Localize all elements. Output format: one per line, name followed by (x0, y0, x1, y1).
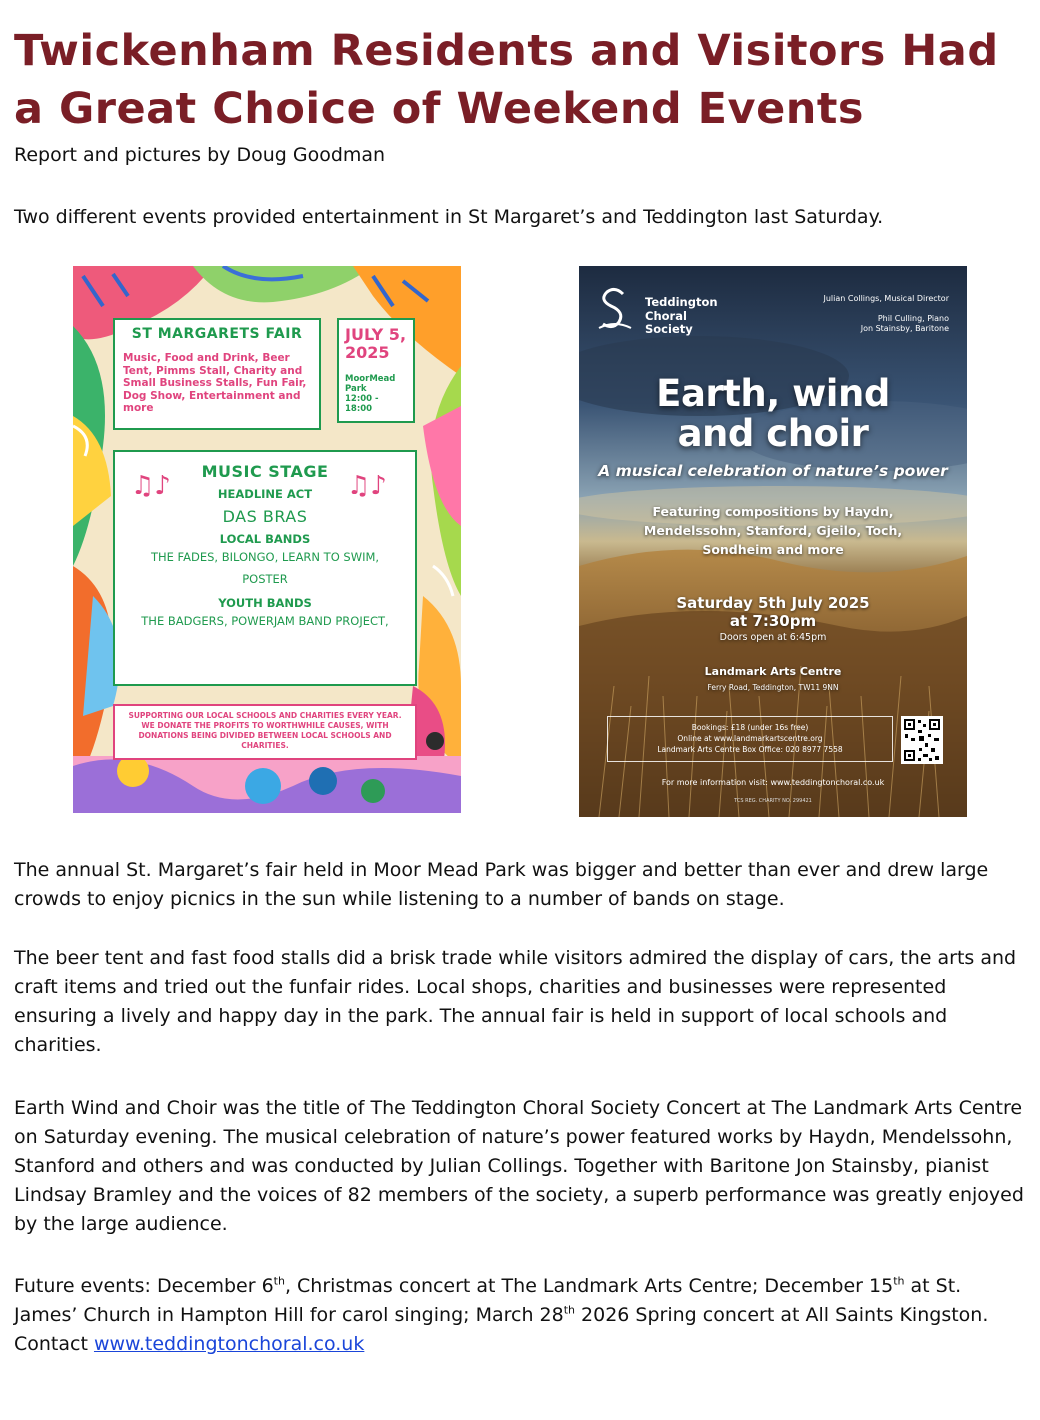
performer-credits (769, 294, 949, 334)
bookings-price: Bookings: £18 (under 16s free) (691, 723, 809, 732)
bookings-online: Online at www.landmarkartscentre.org (677, 734, 823, 743)
concert-subtitle: A musical celebration of nature’s power (598, 462, 948, 480)
pianist: Phil Culling, Piano (877, 314, 949, 323)
local-bands-label: LOCAL BANDS (219, 532, 311, 546)
choral-society-logo-icon (595, 286, 635, 332)
venue-address: Ferry Road, Teddington, TW11 9NN (707, 683, 839, 692)
more-info: For more information visit: www.teddingtonchoral.co.uk (661, 778, 885, 787)
fair-title: ST MARGARETS FAIR (131, 326, 303, 342)
headline-act: DAS BRAS (222, 507, 308, 526)
article-paragraph-stalls: The beer tent and fast food stalls did a brisk trade while visitors admired the display of cars, the arts and craft items and tried out the funfair rides. Local shops, charities and businesses were represented ensuring a lively and happy day in the park. The annual fair is held in support of local schools and charities. (14, 947, 1017, 1056)
bookings-box-office: Landmark Arts Centre Box Office: 020 8977 7558 (657, 745, 843, 754)
fair-time: 12:00 - 18:00 (345, 394, 379, 414)
concert-venue: Landmark Arts Centre (704, 665, 842, 678)
article-future-events: Future events: December 6th, Christmas concert at The Landmark Arts Centre; December 15th at St. James’ Church in Hampton Hill for carol singing; March 28th 2026 Spring concert at All Saints Kingston. Contact www.teddingtonchoral.co.uk (14, 1274, 989, 1355)
youth-bands: THE BADGERS, POWERJAM BAND PROJECT, (141, 614, 389, 628)
choral-society-name: Teddington Choral Society (645, 295, 718, 336)
article-title: Twickenham Residents and Visitors Had a Great Choice of Weekend Events (14, 26, 999, 134)
music-stage-title: MUSIC STAGE (201, 462, 329, 481)
charity-number: TCS REG. CHARITY NO. 299421 (734, 798, 812, 804)
article-intro: Two different events provided entertainment in St Margaret’s and Teddington last Saturday. (14, 206, 884, 228)
local-bands: THE FADES, BILONGO, LEARN TO SWIM, POSTER (150, 550, 380, 586)
headline-label: HEADLINE ACT (217, 487, 313, 501)
article-paragraph-fair: The annual St. Margaret’s fair held in Moor Mead Park was bigger and better than ever and drew large crowds to enjoy picnics in the sun while listening to a number of bands on stage. (14, 859, 989, 910)
fair-date: JULY 5, 2025 (345, 325, 407, 362)
fair-date-box (337, 318, 415, 423)
teddington-choral-link[interactable]: www.teddingtonchoral.co.uk (93, 1333, 365, 1355)
article-byline: Report and pictures by Doug Goodman (14, 144, 386, 166)
fair-description: Music, Food and Drink, Beer Tent, Pimms Stall, Charity and Small Business Stalls, Fun Fair, Dog Show, Entertainment and more (123, 352, 307, 414)
concert-featuring: Featuring compositions by Haydn, Mendelssohn, Stanford, Gjeilo, Toch, Sondheim and more (643, 504, 903, 557)
fair-support-note: SUPPORTING OUR LOCAL SCHOOLS AND CHARITIES EVERY YEAR. WE DONATE THE PROFITS TO WORTHWHILE CAUSES, WITH DONATIONS BEING DIVIDED BETWEEN LOCAL SCHOOLS AND CHARITIES. (113, 704, 417, 760)
baritone: Jon Stainsby, Baritone (860, 324, 949, 333)
doors-open: Doors open at 6:45pm (719, 632, 827, 643)
st-margarets-fair-poster (73, 266, 461, 813)
concert-date: Saturday 5th July 2025 at 7:30pm (676, 594, 870, 630)
music-notes-icon: ♫♪ (131, 471, 171, 501)
musical-director: Julian Collings, Musical Director (823, 294, 949, 303)
qr-code-icon (901, 716, 943, 764)
youth-bands-label: YOUTH BANDS (218, 596, 312, 610)
concert-title: Earth, wind and choir (656, 372, 890, 455)
earth-wind-choir-poster (579, 266, 967, 817)
article-paragraph-concert: Earth Wind and Choir was the title of The Teddington Choral Society Concert at The Landmark Arts Centre on Saturday evening. The musical celebration of nature’s power featured works by Haydn, Mendelssohn, Stanford and others and was conducted by Julian Collings. Together with Baritone Jon Stainsby, pianist Lindsay Bramley and the voices of 82 members of the society, a superb performance was greatly enjoyed by the large audience. (14, 1097, 1024, 1235)
fair-info-box (113, 318, 321, 430)
fair-place: MoorMead Park (345, 374, 396, 394)
music-notes-icon: ♫♪ (347, 471, 387, 501)
bookings-box (607, 716, 893, 762)
